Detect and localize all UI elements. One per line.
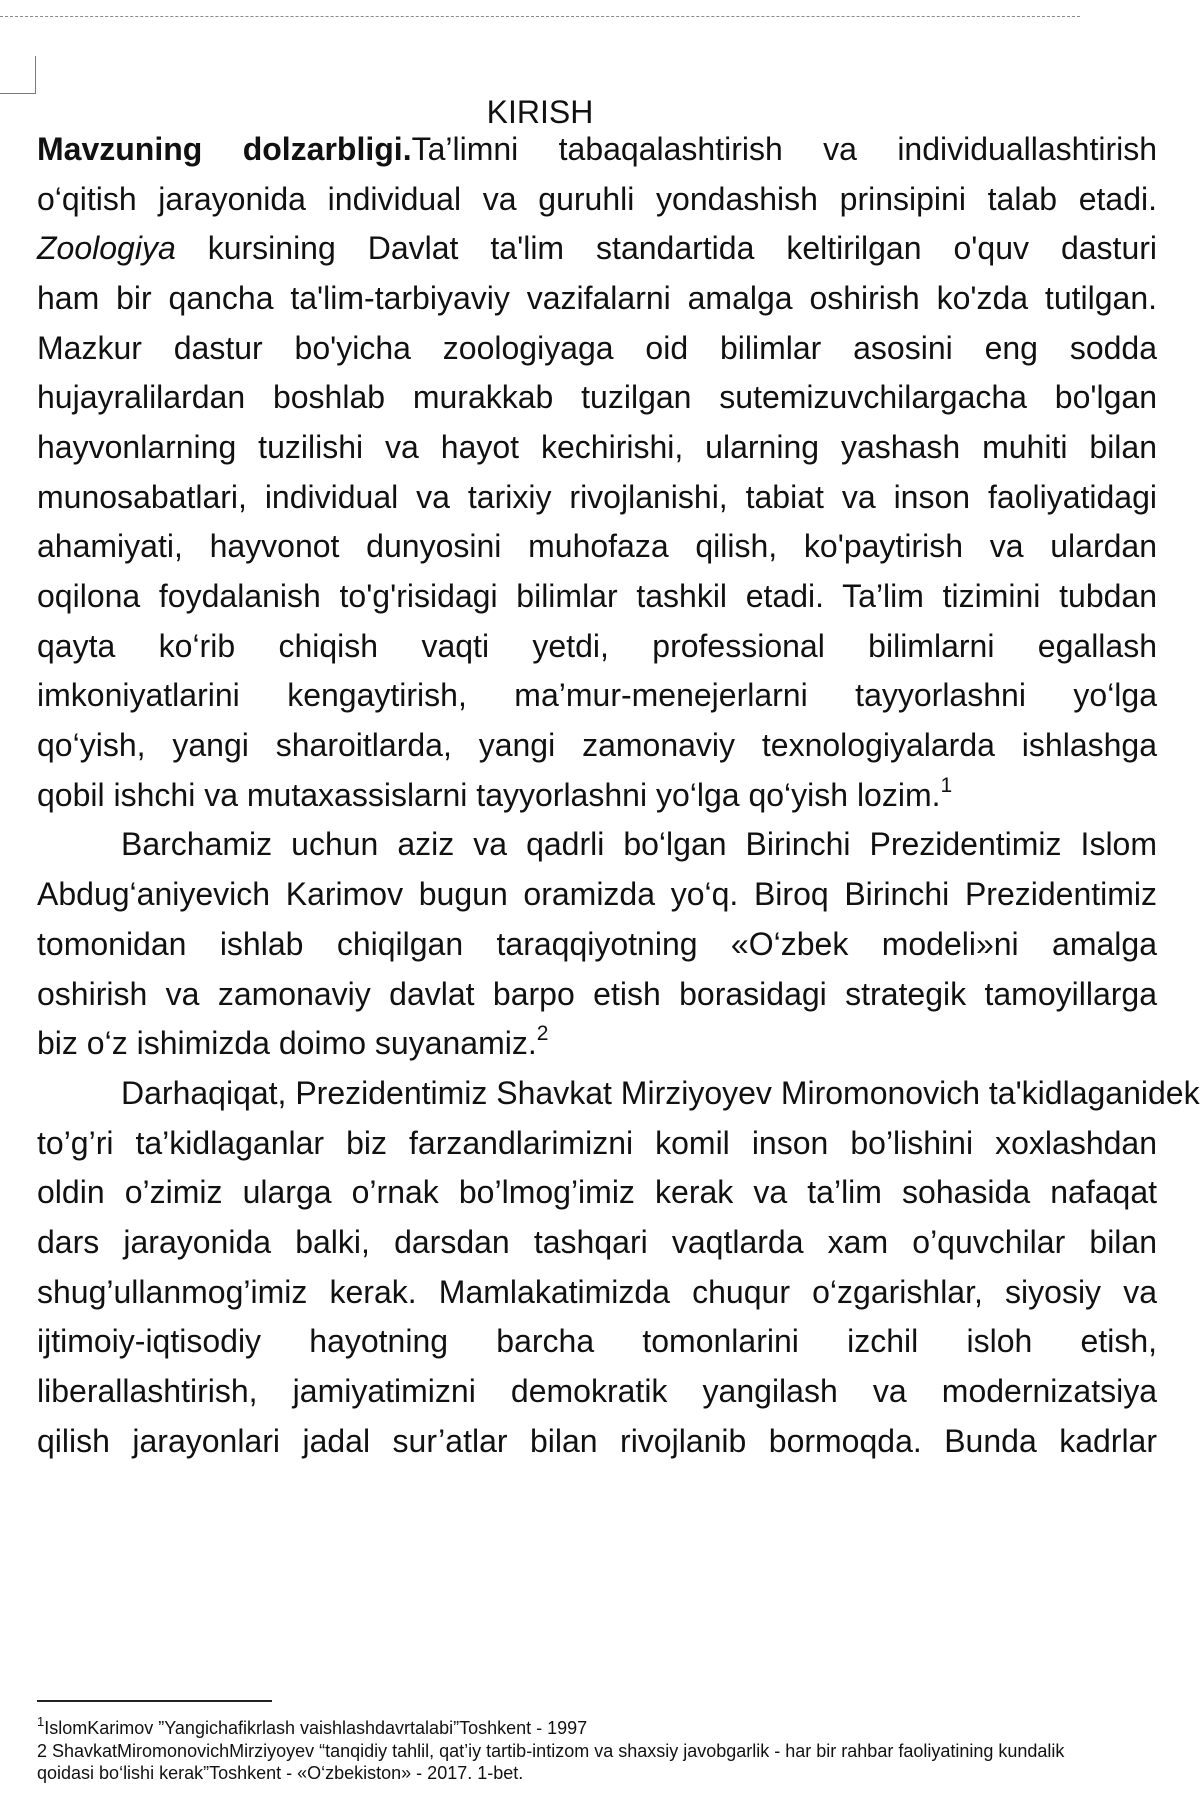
footnote-1-marker: 1 [37, 1714, 45, 1729]
line-text: ham bir qancha ta'lim-tarbiyaviy vazifalarni amalga oshirish ko'zda tutilgan. [37, 280, 1157, 316]
page-corner-mark [35, 56, 36, 94]
line-text: shug’ullanmog’imiz kerak. Mamlakatimizda chuqur o‘zgarishlar, siyosiy va [37, 1274, 1157, 1310]
section-heading-bold: Mavzuning dolzarbligi. [37, 131, 412, 167]
page-top-dashed-border [0, 16, 1080, 17]
paragraph-2-line-2 [37, 866, 1157, 923]
footnote-1-text: IslomKarimov ”Yangichafikrlash vaishlashdavrtalabi”Toshkent - 1997 [44, 1718, 588, 1738]
line-text: Barchamiz uchun aziz va qadrli bo‘lgan Birinchi Prezidentimiz Islom [121, 826, 1157, 862]
footnote-1 [37, 1714, 1080, 1739]
paragraph-3-line-7 [37, 1363, 1157, 1420]
line-text: Mazkur dastur bo'yicha zoologiyaga oid bilimlar asosini eng sodda [37, 330, 1157, 366]
italic-term: Zoologiya [37, 230, 176, 266]
paragraph-3-line-4 [37, 1214, 1157, 1271]
paragraph-2-line-5 [37, 1015, 1080, 1072]
paragraph-3-line-8 [37, 1413, 1157, 1470]
paragraph-1-line-9 [37, 518, 1157, 575]
paragraph-3-line-1 [37, 1065, 1200, 1122]
paragraph-1-line-1 [37, 121, 1158, 178]
line-text: hujayralilardan boshlab murakkab tuzilgan sutemizuvchilargacha bo'lgan [37, 379, 1157, 415]
paragraph-1-line-7 [37, 419, 1157, 476]
line-text: oqilona foydalanish to'g'risidagi bilimlar tashkil etadi. Ta’lim tizimini tubdan [37, 578, 1157, 614]
paragraph-1-line-10 [37, 568, 1157, 625]
text: biz o‘z ishimizda doimo suyanamiz. [37, 1025, 537, 1061]
line-text: oshirish va zamonaviy davlat barpo etish borasidagi strategik tamoyillarga [37, 976, 1157, 1012]
line-text: tomonidan ishlab chiqilgan taraqqiyotning «O‘zbek modeli»ni amalga [37, 926, 1157, 962]
text: qobil ishchi va mutaxassislarni tayyorlashni yo‘lga qo‘yish lozim. [37, 777, 941, 813]
paragraph-2-line-3 [37, 916, 1157, 973]
footnote-2-continuation [37, 1762, 1080, 1784]
paragraph-1-line-13 [37, 717, 1157, 774]
line-text: o‘qitish jarayonida individual va guruhli yondashish prinsipini talab etadi. [37, 181, 1157, 217]
line-text [37, 220, 1157, 277]
line-text: qayta ko‘rib chiqish vaqti yetdi, professional bilimlarni egallash [37, 628, 1157, 664]
line-text: liberallashtirish, jamiyatimizni demokratik yangilash va modernizatsiya [37, 1373, 1157, 1409]
line-text: qilish jarayonlari jadal sur’atlar bilan rivojlanib bormoqda. Bunda kadrlar [37, 1423, 1157, 1459]
line-text: Abdug‘aniyevich Karimov bugun oramizda yo‘q. Biroq Birinchi Prezidentimiz [37, 876, 1157, 912]
paragraph-3-line-6 [37, 1313, 1157, 1370]
line-text: imkoniyatlarini kengaytirish, ma’mur-menejerlarni tayyorlashni yo‘lga [37, 677, 1157, 713]
paragraph-3-line-3 [37, 1164, 1157, 1221]
text: Ta’limni tabaqalashtirish va individuallashtirish [411, 131, 1158, 167]
line-text: oldin o’zimiz ularga o’rnak bo’lmog’imiz kerak va ta’lim sohasida nafaqat [37, 1174, 1157, 1210]
paragraph-1-line-3 [37, 220, 1157, 277]
line-text: munosabatlari, individual va tarixiy rivojlanishi, tabiat va inson faoliyatidagi [37, 479, 1157, 515]
line-text: qo‘yish, yangi sharoitlarda, yangi zamonaviy texnologiyalarda ishlashga [37, 727, 1157, 763]
text: kursining Davlat ta'lim standartida keltirilgan o'quv dasturi [175, 230, 1157, 266]
page-title: KIRISH [486, 94, 594, 130]
footnote-2-text-continued: qoidasi bo‘lishi kerak”Toshkent - «O‘zbekiston» - 2017. 1-bet. [37, 1763, 524, 1783]
footnote-2-text: 2 ShavkatMiromonovichMirziyoyev “tanqidiy tahlil, qat’iy tartib-intizom va shaxsiy javobgarlik - har bir rahbar faoliyatining kundalik [37, 1741, 1065, 1761]
footnote-separator [37, 1700, 272, 1702]
footnote-ref-1[interactable]: 1 [940, 774, 953, 797]
paragraph-1-line-6 [37, 369, 1157, 426]
line-text: to’g’ri ta’kidlaganlar biz farzandlarimizni komil inson bo’lishini xoxlashdan [37, 1125, 1157, 1161]
footnote-ref-2[interactable]: 2 [536, 1022, 549, 1045]
footnote-2 [37, 1740, 1080, 1762]
line-text: Darhaqiqat, Prezidentimiz Shavkat Mirziyoyev Miromonovich ta'kidlaganidek [121, 1075, 1200, 1111]
paragraph-2-line-1 [37, 816, 1164, 873]
line-text: ahamiyati, hayvonot dunyosini muhofaza qilish, ko'paytirish va ulardan [37, 528, 1157, 564]
line-text: hayvonlarning tuzilishi va hayot kechirishi, ularning yashash muhiti bilan [37, 429, 1157, 465]
paragraph-1-line-12 [37, 667, 1157, 724]
line-text [37, 121, 1157, 178]
paragraph-1-line-4 [37, 270, 1157, 327]
line-text: dars jarayonida balki, darsdan tashqari vaqtlarda xam o’quvchilar bilan [37, 1224, 1157, 1260]
line-text: ijtimoiy-iqtisodiy hayotning barcha tomonlarini izchil isloh etish, [37, 1323, 1157, 1359]
